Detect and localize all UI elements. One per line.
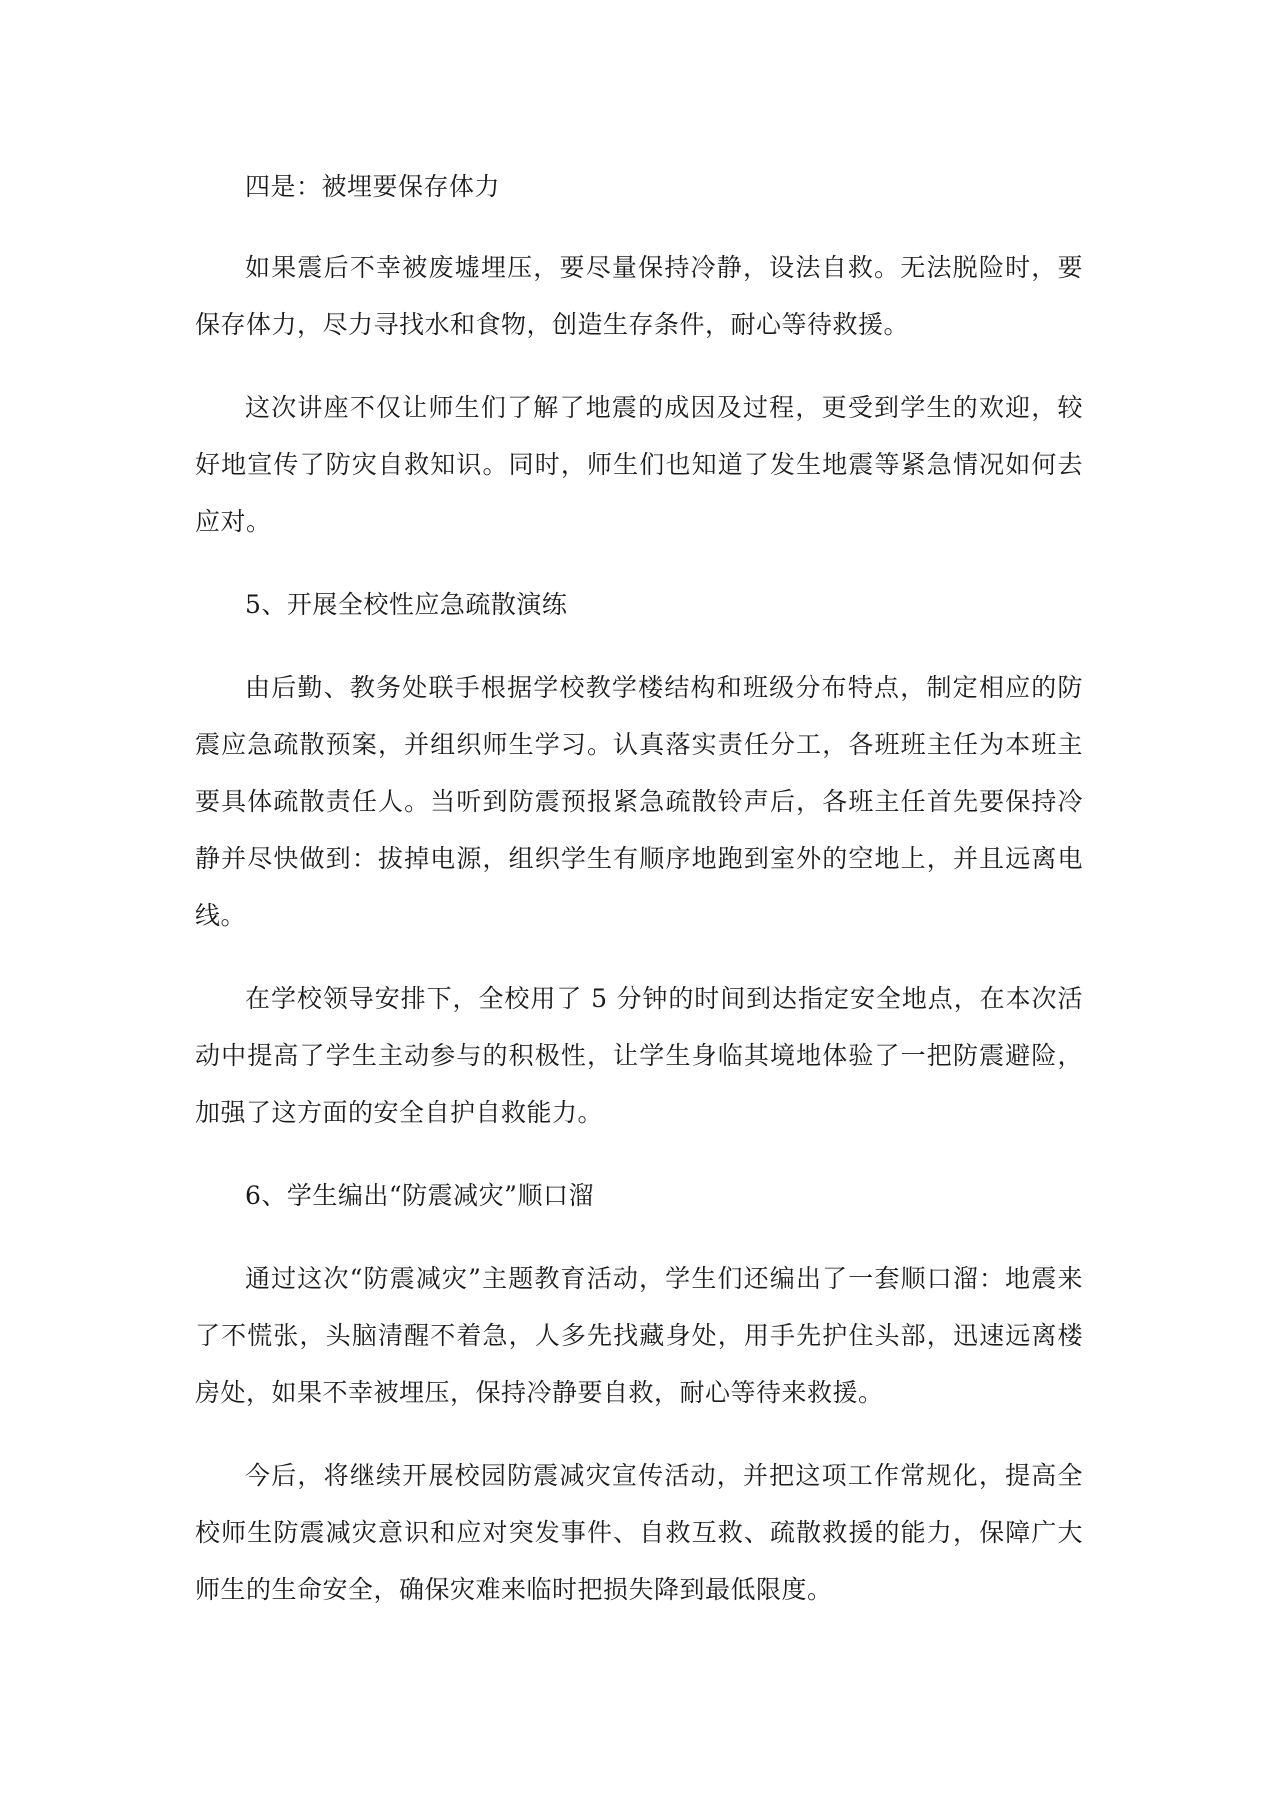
document-page <box>195 158 1083 1618</box>
paragraph-future-plan: 今后，将继续开展校园防震减灾宣传活动，并把这项工作常规化，提高全校师生防震减灾意识和应对突发事件、自救互救、疏散救援的能力，保障广大师生的生命安全，确保灾难来临时把损失降到最低限度。 <box>195 1461 1083 1604</box>
section-heading-rhyme: 6、学生编出“防震减灾”顺口溜 <box>245 1181 594 1210</box>
paragraph-rhyme: 通过这次“防震减灾”主题教育活动，学生们还编出了一套顺口溜：地震来了不慌张，头脑清醒不着急，人多先找藏身处，用手先护住头部，迅速远离楼房处，如果不幸被埋压，保持冷静要自救，耐心等待来救援。 <box>195 1264 1083 1407</box>
paragraph-lecture-summary: 这次讲座不仅让师生们了解了地震的成因及过程，更受到学生的欢迎，较好地宣传了防灾自救知识。同时，师生们也知道了发生地震等紧急情况如何去应对。 <box>195 393 1083 536</box>
paragraph-drill-result: 在学校领导安排下，全校用了 5 分钟的时间到达指定安全地点，在本次活动中提高了学生主动参与的积极性，让学生身临其境地体验了一把防震避险，加强了这方面的安全自护自救能力。 <box>195 984 1083 1127</box>
section-heading-evacuation-drill: 5、开展全校性应急疏散演练 <box>245 590 568 619</box>
paragraph-buried-advice: 如果震后不幸被废墟埋压，要尽量保持冷静，设法自救。无法脱险时，要保存体力，尽力寻找水和食物，创造生存条件，耐心等待救援。 <box>195 253 1083 339</box>
section-heading-buried: 四是：被埋要保存体力 <box>245 172 501 201</box>
paragraph-evacuation-plan: 由后勤、教务处联手根据学校教学楼结构和班级分布特点，制定相应的防震应急疏散预案，并组织师生学习。认真落实责任分工，各班班主任为本班主要具体疏散责任人。当听到防震预报紧急疏散铃声后，各班主任首先要保持冷静并尽快做到：拔掉电源，组织学生有顺序地跑到室外的空地上，并且远离电线。 <box>195 673 1083 930</box>
